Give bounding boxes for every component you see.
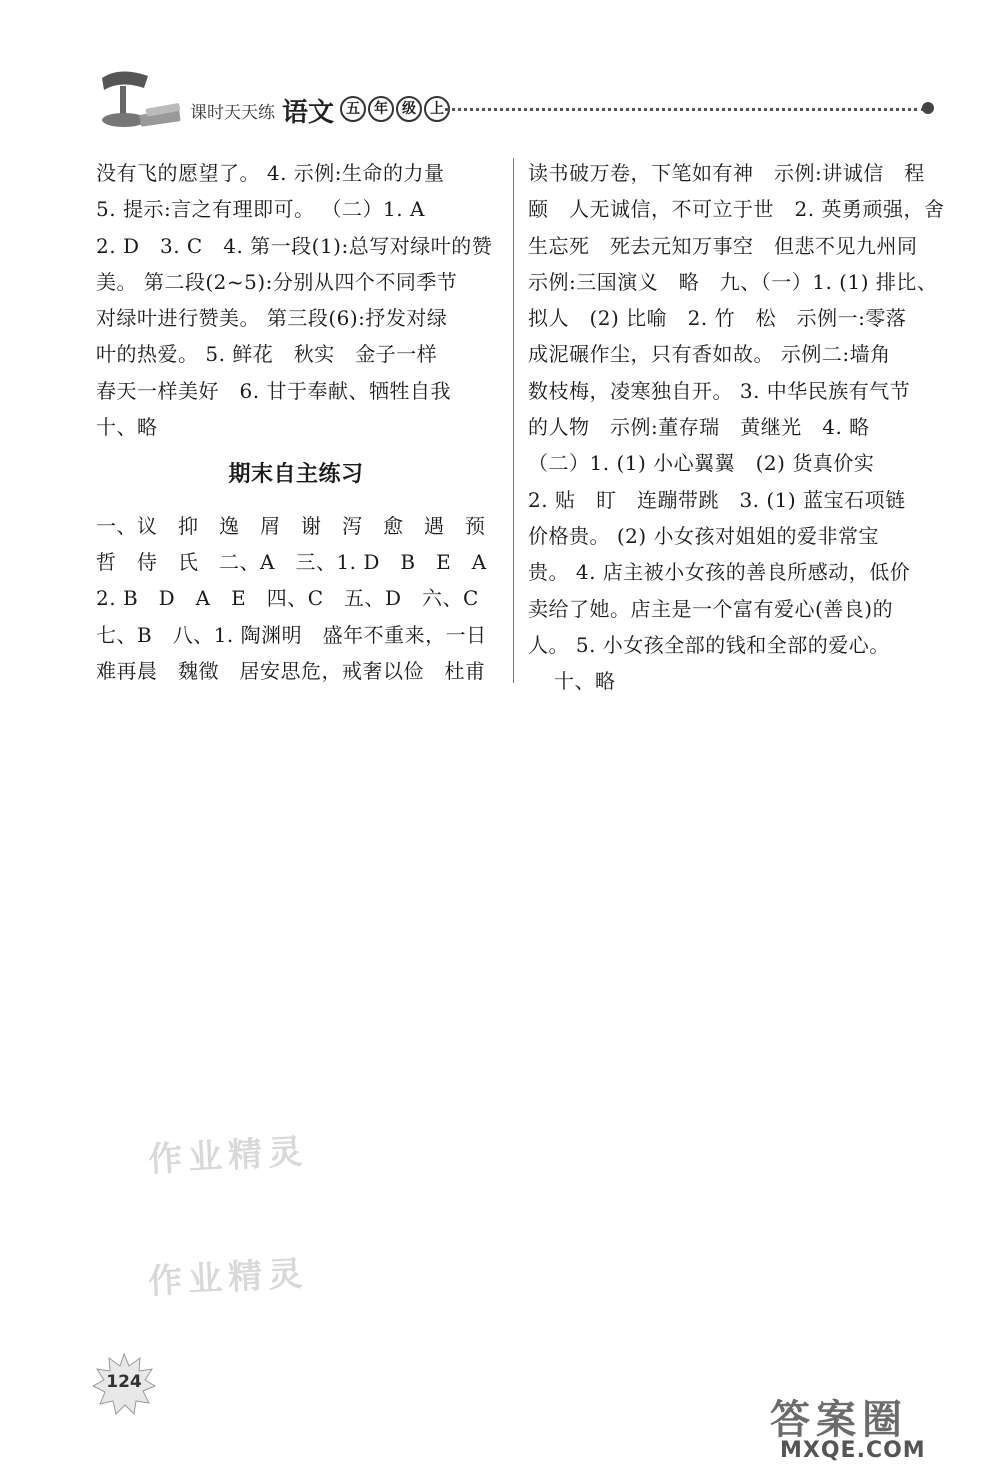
watermark: 作业精灵 [147, 1131, 310, 1181]
page-header [90, 68, 950, 138]
answer-line: 颐 人无诚信，不可立于世 2. 英勇顽强，舍 [528, 197, 945, 222]
series-title: 课时天天练 [190, 103, 275, 123]
answer-line: 示例:三国演义 略 九、（一）1. (1) 排比、 [528, 269, 938, 294]
section-heading: 期末自主练习 [228, 462, 364, 488]
subject-title: 语文 [282, 98, 335, 128]
answer-line: 拟人 (2) 比喻 2. 竹 松 示例一:零落 [528, 306, 907, 331]
answer-line: 春天一样美好 6. 甘于奉献、牺牲自我 [96, 378, 451, 403]
answer-line: 2. B D A E 四、C 五、D 六、C [96, 586, 479, 611]
column-divider [513, 158, 514, 683]
answer-line: （二）1. (1) 小心翼翼 (2) 货真价实 [528, 451, 875, 476]
answer-line: 十、略 [554, 669, 616, 694]
header-dotted-rule [445, 108, 925, 111]
answer-line: 哲 侍 氏 二、A 三、1. D B E A [96, 549, 487, 574]
grade-char: 年 [368, 96, 394, 122]
answer-line: 叶的热爱。 5. 鲜花 秋实 金子一样 [96, 342, 438, 367]
answer-line: 一、议 抑 逸 屑 谢 泻 愈 遇 预 [96, 513, 486, 538]
desk-lamp-icon [90, 68, 190, 136]
answer-line: 人。 5. 小女孩全部的钱和全部的爱心。 [528, 632, 890, 657]
right-column [528, 155, 945, 699]
grade-char: 五 [340, 96, 366, 122]
grade-badges [340, 96, 450, 122]
answer-line: 贵。 4. 店主被小女孩的善良所感动，低价 [528, 560, 911, 585]
answer-line: 价格贵。 (2) 小女孩对姐姐的爱非常宝 [528, 523, 880, 548]
grade-char: 上 [424, 96, 450, 122]
left-column [96, 155, 496, 689]
site-logo-text: 答案圈 [770, 1397, 908, 1443]
answer-line: 的人物 示例:董存瑞 黄继光 4. 略 [528, 415, 870, 440]
answer-line: 5. 提示:言之有理即可。 （二）1. A [96, 197, 425, 222]
page-number: 124 [106, 1372, 142, 1392]
answer-line: 七、B 八、1. 陶渊明 盛年不重来，一日 [96, 622, 487, 647]
watermark: 作业精灵 [147, 1253, 310, 1303]
answer-line: 卖给了她。店主是一个富有爱心(善良)的 [528, 596, 894, 621]
answer-line: 2. D 3. C 4. 第一段(1):总写对绿叶的赞 [96, 233, 493, 258]
answer-line: 难再晨 魏徵 居安思危，戒奢以俭 杜甫 [96, 658, 486, 683]
answer-line: 2. 贴 盯 连蹦带跳 3. (1) 蓝宝石项链 [528, 487, 906, 512]
site-logo [770, 1388, 980, 1464]
site-logo-url: MXQE.COM [780, 1438, 926, 1463]
answer-line: 数枝梅，凌寒独自开。 3. 中华民族有气节 [528, 378, 911, 403]
answer-line: 成泥碾作尘，只有香如故。 示例二:墙角 [528, 342, 891, 367]
page-number-badge [92, 1352, 156, 1416]
answer-line: 十、略 [96, 415, 158, 440]
answer-line: 美。 第二段(2~5):分别从四个不同季节 [96, 269, 458, 294]
answer-line: 对绿叶进行赞美。 第三段(6):抒发对绿 [96, 306, 448, 331]
header-end-dot [922, 102, 934, 114]
grade-char: 级 [396, 96, 422, 122]
answer-line: 没有飞的愿望了。 4. 示例:生命的力量 [96, 161, 445, 185]
answer-line: 生忘死 死去元知万事空 但悲不见九州同 [528, 233, 918, 258]
answer-line: 读书破万卷，下笔如有神 示例:讲诚信 程 [528, 161, 925, 185]
